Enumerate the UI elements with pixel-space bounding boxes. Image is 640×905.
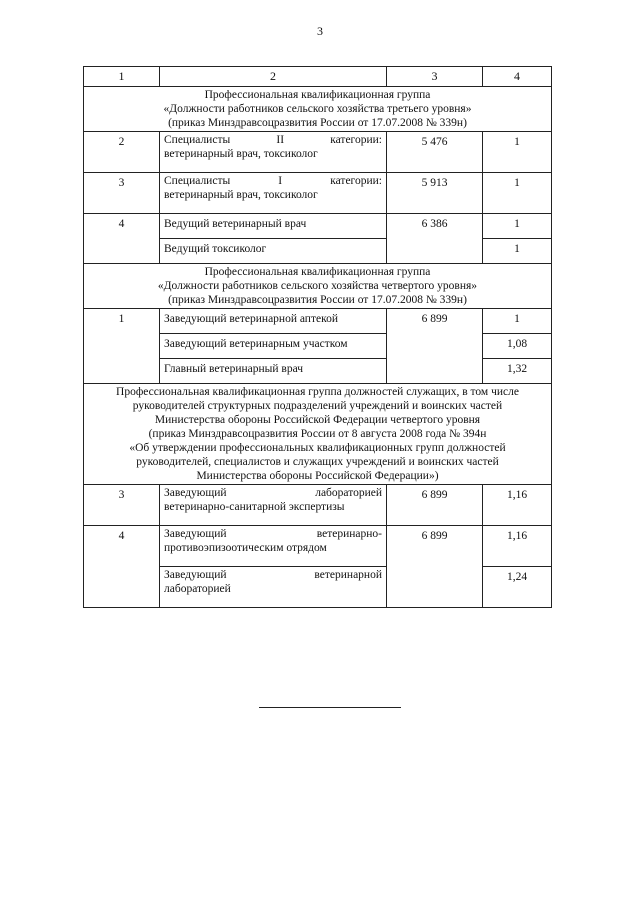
qualification-level: 4 [84,214,160,264]
position-name: Ведущий токсиколог [160,239,387,264]
coefficient-value: 1 [483,132,552,173]
group-heading-row [84,87,552,132]
position-name [160,173,387,214]
position-name [160,132,387,173]
coefficient-value: 1,16 [483,485,552,526]
salary-value: 6 899 [387,526,483,608]
position-name [160,526,387,567]
salary-value: 6 899 [387,485,483,526]
coefficient-value: 1,24 [483,567,552,608]
group-heading-line: Министерства обороны Российской Федерации четвертого уровня [154,414,481,426]
position-name: Ведущий ветеринарный врач [160,214,387,239]
group-heading-2 [84,264,552,309]
coefficient-value: 1 [483,309,552,334]
salary-value: 5 913 [387,173,483,214]
group-heading-line: (приказ Минздравсоцразвития России от 8 августа 2008 года № 394н [148,428,487,440]
table-header-row [84,67,552,87]
position-name-line: Заведующий ветеринарной [164,569,382,581]
coefficient-value: 1 [483,239,552,264]
group-heading-line: «Должности работников сельского хозяйства четвертого уровня» [157,280,478,292]
position-name-line: ветеринарно-санитарной экспертизы [164,501,345,513]
coefficient-value: 1,16 [483,526,552,567]
salary-value: 6 386 [387,214,483,264]
coefficient-value: 1 [483,173,552,214]
position-name: Главный ветеринарный врач [160,359,387,384]
position-name-line: противоэпизоотическим отрядом [164,542,327,554]
group-heading-line: руководителей, специалистов и служащих учреждений и воинских частей [136,456,499,468]
header-col-1: 1 [84,67,160,87]
group-heading-line: Профессиональная квалификационная группа должностей служащих, в том числе [116,386,519,398]
group-heading-row [84,384,552,485]
coefficient-value: 1,08 [483,334,552,359]
qualification-level: 3 [84,485,160,526]
position-name: Заведующий ветеринарной аптекой [160,309,387,334]
position-name: Заведующий ветеринарным участком [160,334,387,359]
coefficient-value: 1 [483,214,552,239]
qualification-level: 4 [84,526,160,608]
position-name-line: Заведующий лабораторией [164,487,382,499]
footer-divider [259,707,401,708]
group-heading-line: «Должности работников сельского хозяйства третьего уровня» [163,103,472,115]
position-name-line: ветеринарный врач, токсиколог [164,189,318,201]
position-name-line: Заведующий ветеринарно- [164,528,382,540]
table-row [84,485,552,526]
header-col-4: 4 [483,67,552,87]
group-heading-line: Профессиональная квалификационная группа [204,266,431,278]
qualification-level: 3 [84,173,160,214]
position-name-line: ветеринарный врач, токсиколог [164,148,318,160]
position-name-line: Специалисты II категории: [164,134,382,146]
qualification-level: 1 [84,309,160,384]
qualification-level: 2 [84,132,160,173]
table-row [84,214,552,239]
table-row [84,132,552,173]
salary-value: 6 899 [387,309,483,384]
table-row [84,526,552,567]
table-row [84,309,552,334]
group-heading-row [84,264,552,309]
position-name [160,485,387,526]
position-name-line: Специалисты I категории: [164,175,382,187]
group-heading-3 [84,384,552,485]
group-heading-line: Профессиональная квалификационная группа [204,89,431,101]
coefficient-value: 1,32 [483,359,552,384]
group-heading-line: (приказ Минздравсоцразвития России от 17.07.2008 № 339н) [168,294,467,306]
table-row [84,173,552,214]
group-heading-line: руководителей структурных подразделений учреждений и воинских частей [132,400,503,412]
header-col-3: 3 [387,67,483,87]
header-col-2: 2 [160,67,387,87]
position-name-line: лабораторией [164,583,231,595]
group-heading-line: «Об утверждении профессиональных квалификационных групп должностей [129,442,506,454]
group-heading-line: Министерства обороны Российской Федерации») [196,470,439,482]
position-name [160,567,387,608]
group-heading-line: (приказ Минздравсоцразвития России от 17.07.2008 № 339н) [168,117,467,129]
salary-table [83,66,552,608]
salary-value: 5 476 [387,132,483,173]
page-number: 3 [317,24,323,38]
group-heading-1 [84,87,552,132]
